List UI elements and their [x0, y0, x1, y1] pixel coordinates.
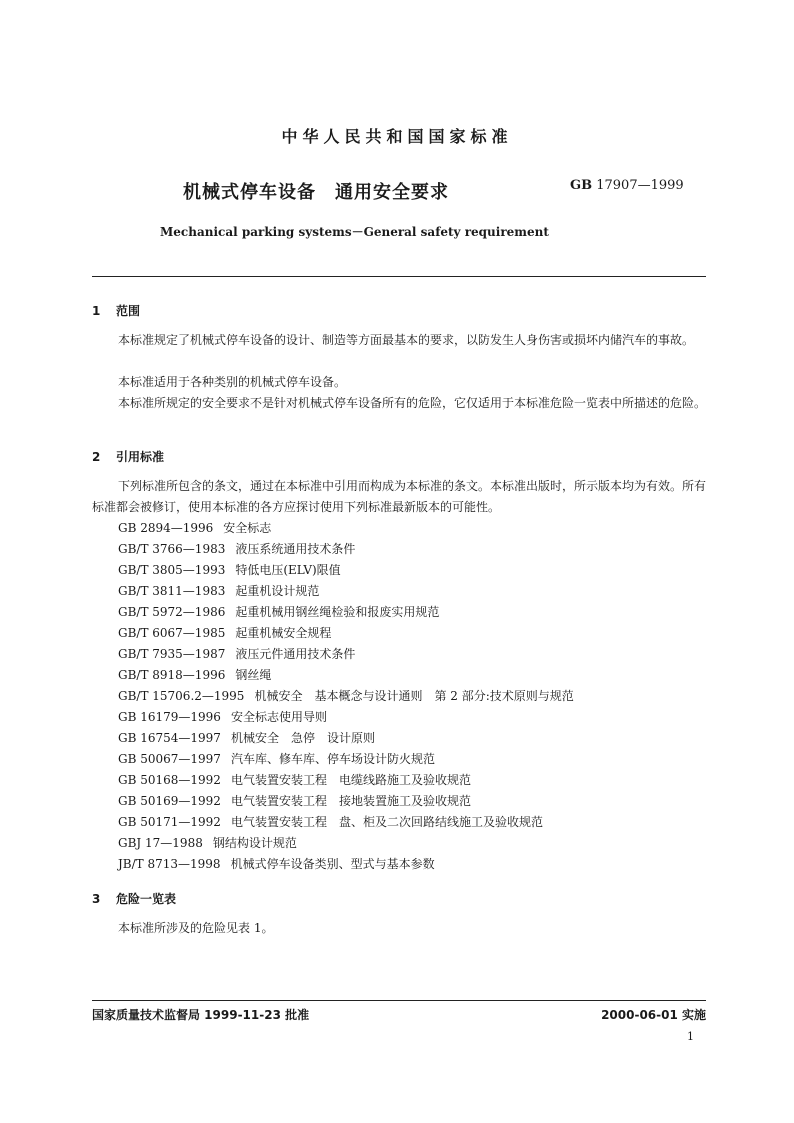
- reference-list: [118, 518, 574, 875]
- section-title: 危险一览表: [116, 892, 177, 906]
- page-number: 1: [687, 1030, 694, 1043]
- section-2-intro: 下列标准所包含的条文，通过在本标准中引用而构成为本标准的条文。本标准出版时，所示版本均为有效。所有标准都会被修订，使用本标准的各方应探讨使用下列标准最新版本的可能性。: [92, 479, 707, 514]
- reference-item: [118, 623, 574, 644]
- section-title: 引用标准: [116, 450, 165, 464]
- reference-code: GB/T 8918—1996: [118, 668, 226, 682]
- section-2-heading: [92, 448, 164, 465]
- footer-divider: [92, 1000, 706, 1001]
- reference-code: GB 50067—1997: [118, 752, 221, 766]
- section-1-heading: [92, 302, 140, 319]
- reference-code: JB/T 8713—1998: [118, 857, 221, 871]
- reference-title: 特低电压(ELV)限值: [235, 563, 341, 577]
- section-number: 3: [92, 892, 101, 906]
- section-number: 2: [92, 450, 101, 464]
- reference-code: GB 50169—1992: [118, 794, 221, 808]
- national-standard-heading: 中华人民共和国国家标准: [281, 127, 513, 146]
- reference-item: [118, 812, 574, 833]
- reference-title: 机械安全 基本概念与设计通则 第 2 部分:技术原则与规范: [254, 689, 574, 703]
- reference-code: GB 2894—1996: [118, 521, 214, 535]
- reference-item: [118, 560, 574, 581]
- reference-code: GB/T 6067—1985: [118, 626, 226, 640]
- reference-title: 电气装置安装工程 电缆线路施工及验收规范: [230, 773, 471, 787]
- reference-item: [118, 833, 574, 854]
- reference-title: 电气装置安装工程 盘、柜及二次回路结线施工及验收规范: [230, 815, 543, 829]
- section-3-heading: [92, 890, 176, 907]
- reference-item: [118, 791, 574, 812]
- reference-item: [118, 518, 574, 539]
- section-1-paragraph-1: 本标准规定了机械式停车设备的设计、制造等方面最基本的要求，以防发生人身伤害或损坏内储汽车的事故。: [118, 333, 695, 347]
- reference-title: 安全标志使用导则: [230, 710, 327, 724]
- section-1-paragraph-3: 本标准所规定的安全要求不是针对机械式停车设备所有的危险，它仅适用于本标准危险一览表中所描述的危险。: [118, 396, 707, 410]
- reference-code: GB/T 15706.2—1995: [118, 689, 245, 703]
- reference-item: [118, 707, 574, 728]
- reference-title: 起重机械安全规程: [235, 626, 332, 640]
- reference-title: 安全标志: [223, 521, 272, 535]
- standard-code-prefix: GB: [570, 178, 593, 193]
- reference-code: GBJ 17—1988: [118, 836, 203, 850]
- reference-code: GB/T 3805—1993: [118, 563, 226, 577]
- reference-item: [118, 749, 574, 770]
- reference-item: [118, 770, 574, 791]
- reference-code: GB/T 5972—1986: [118, 605, 226, 619]
- standard-code-number: 17907—1999: [596, 178, 684, 193]
- reference-item: [118, 665, 574, 686]
- reference-item: [118, 854, 574, 875]
- standard-code: [570, 178, 684, 193]
- standard-title: 机械式停车设备 通用安全要求: [183, 182, 449, 203]
- reference-code: GB/T 3811—1983: [118, 584, 226, 598]
- reference-title: 电气装置安装工程 接地装置施工及验收规范: [230, 794, 471, 808]
- reference-code: GB 50171—1992: [118, 815, 221, 829]
- reference-item: [118, 728, 574, 749]
- reference-item: [118, 581, 574, 602]
- reference-item: [118, 644, 574, 665]
- section-number: 1: [92, 304, 101, 318]
- reference-title: 液压系统通用技术条件: [235, 542, 356, 556]
- implementation-date: 2000-06-01 实施: [601, 1008, 706, 1022]
- reference-code: GB 16179—1996: [118, 710, 221, 724]
- reference-item: [118, 539, 574, 560]
- reference-title: 起重机械用钢丝绳检验和报废实用规范: [235, 605, 440, 619]
- section-1-paragraph-2: 本标准适用于各种类别的机械式停车设备。: [118, 375, 347, 389]
- header-divider: [92, 276, 706, 277]
- english-title: Mechanical parking systems－General safety requirement: [160, 225, 549, 239]
- reference-title: 钢结构设计规范: [212, 836, 297, 850]
- section-3-paragraph: 本标准所涉及的危险见表 1。: [118, 921, 274, 935]
- reference-code: GB/T 3766—1983: [118, 542, 226, 556]
- reference-title: 起重机设计规范: [235, 584, 320, 598]
- reference-title: 液压元件通用技术条件: [235, 647, 356, 661]
- reference-code: GB 50168—1992: [118, 773, 221, 787]
- reference-code: GB/T 7935—1987: [118, 647, 226, 661]
- reference-item: [118, 686, 574, 707]
- reference-title: 钢丝绳: [235, 668, 272, 682]
- reference-title: 汽车库、修车库、停车场设计防火规范: [230, 752, 435, 766]
- reference-code: GB 16754—1997: [118, 731, 221, 745]
- reference-item: [118, 602, 574, 623]
- section-title: 范围: [116, 304, 141, 318]
- approval-line: 国家质量技术监督局 1999-11-23 批准: [92, 1008, 310, 1022]
- reference-title: 机械式停车设备类别、型式与基本参数: [230, 857, 435, 871]
- reference-title: 机械安全 急停 设计原则: [230, 731, 375, 745]
